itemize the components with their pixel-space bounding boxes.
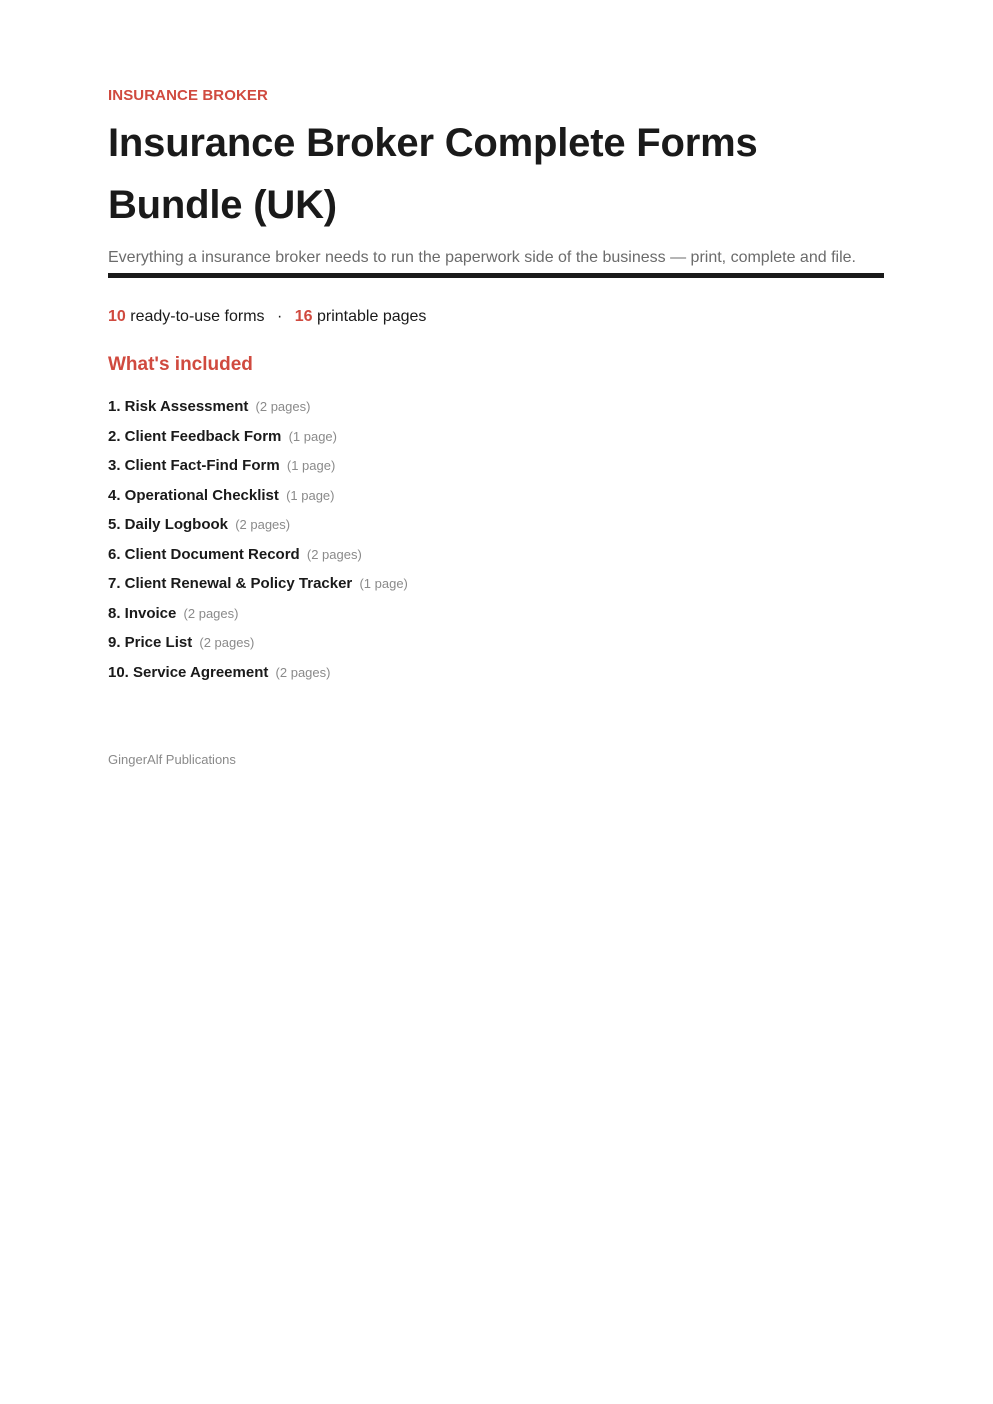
page-subtitle: Everything a insurance broker needs to run the paperwork side of the business — print, complete and file. — [108, 249, 856, 266]
list-item — [108, 658, 884, 688]
pages-label: printable pages — [317, 308, 427, 325]
form-page-count: (2 pages) — [235, 517, 291, 532]
bundle-stats — [108, 306, 884, 328]
form-page-count: (2 pages) — [275, 664, 331, 680]
forms-label: ready-to-use forms — [130, 308, 265, 325]
form-page-count: (2 pages) — [199, 635, 255, 650]
list-item — [108, 540, 884, 570]
form-name: 5. Daily Logbook — [108, 516, 229, 533]
list-item — [108, 628, 884, 658]
form-page-count: (2 pages) — [306, 546, 362, 562]
form-name: 10. Service Agreement — [108, 663, 269, 681]
header-divider — [108, 273, 884, 278]
forms-count: 10 — [108, 308, 126, 325]
form-page-count: (1 page) — [288, 428, 337, 444]
form-name: 1. Risk Assessment — [108, 398, 249, 415]
form-page-count: (1 page) — [286, 458, 336, 473]
page-title: Insurance Broker Complete Forms Bundle (UK) — [108, 121, 758, 227]
pages-count: 16 — [294, 308, 313, 325]
list-item — [108, 451, 884, 481]
form-name: 3. Client Fact-Find Form — [108, 457, 280, 474]
form-page-count: (2 pages) — [255, 399, 311, 414]
list-item — [108, 481, 884, 511]
publisher-footer: GingerAlf Publications — [108, 752, 236, 767]
form-name: 8. Invoice — [108, 604, 177, 622]
forms-list — [108, 392, 884, 687]
list-item — [108, 569, 884, 599]
form-name: 9. Price List — [108, 634, 193, 651]
document-page — [108, 86, 884, 769]
form-name: 6. Client Document Record — [108, 545, 300, 563]
included-heading: What's included — [108, 354, 253, 375]
list-item — [108, 422, 884, 452]
form-name: 7. Client Renewal & Policy Tracker — [108, 575, 353, 592]
form-page-count: (1 page) — [359, 576, 408, 591]
list-item — [108, 510, 884, 540]
form-page-count: (2 pages) — [183, 605, 239, 621]
list-item — [108, 392, 884, 422]
form-name: 2. Client Feedback Form — [108, 427, 282, 445]
list-item — [108, 599, 884, 629]
stats-separator: · — [276, 308, 283, 325]
form-page-count: (1 page) — [286, 487, 335, 503]
category-label: INSURANCE BROKER — [108, 87, 268, 104]
form-name: 4. Operational Checklist — [108, 486, 279, 504]
